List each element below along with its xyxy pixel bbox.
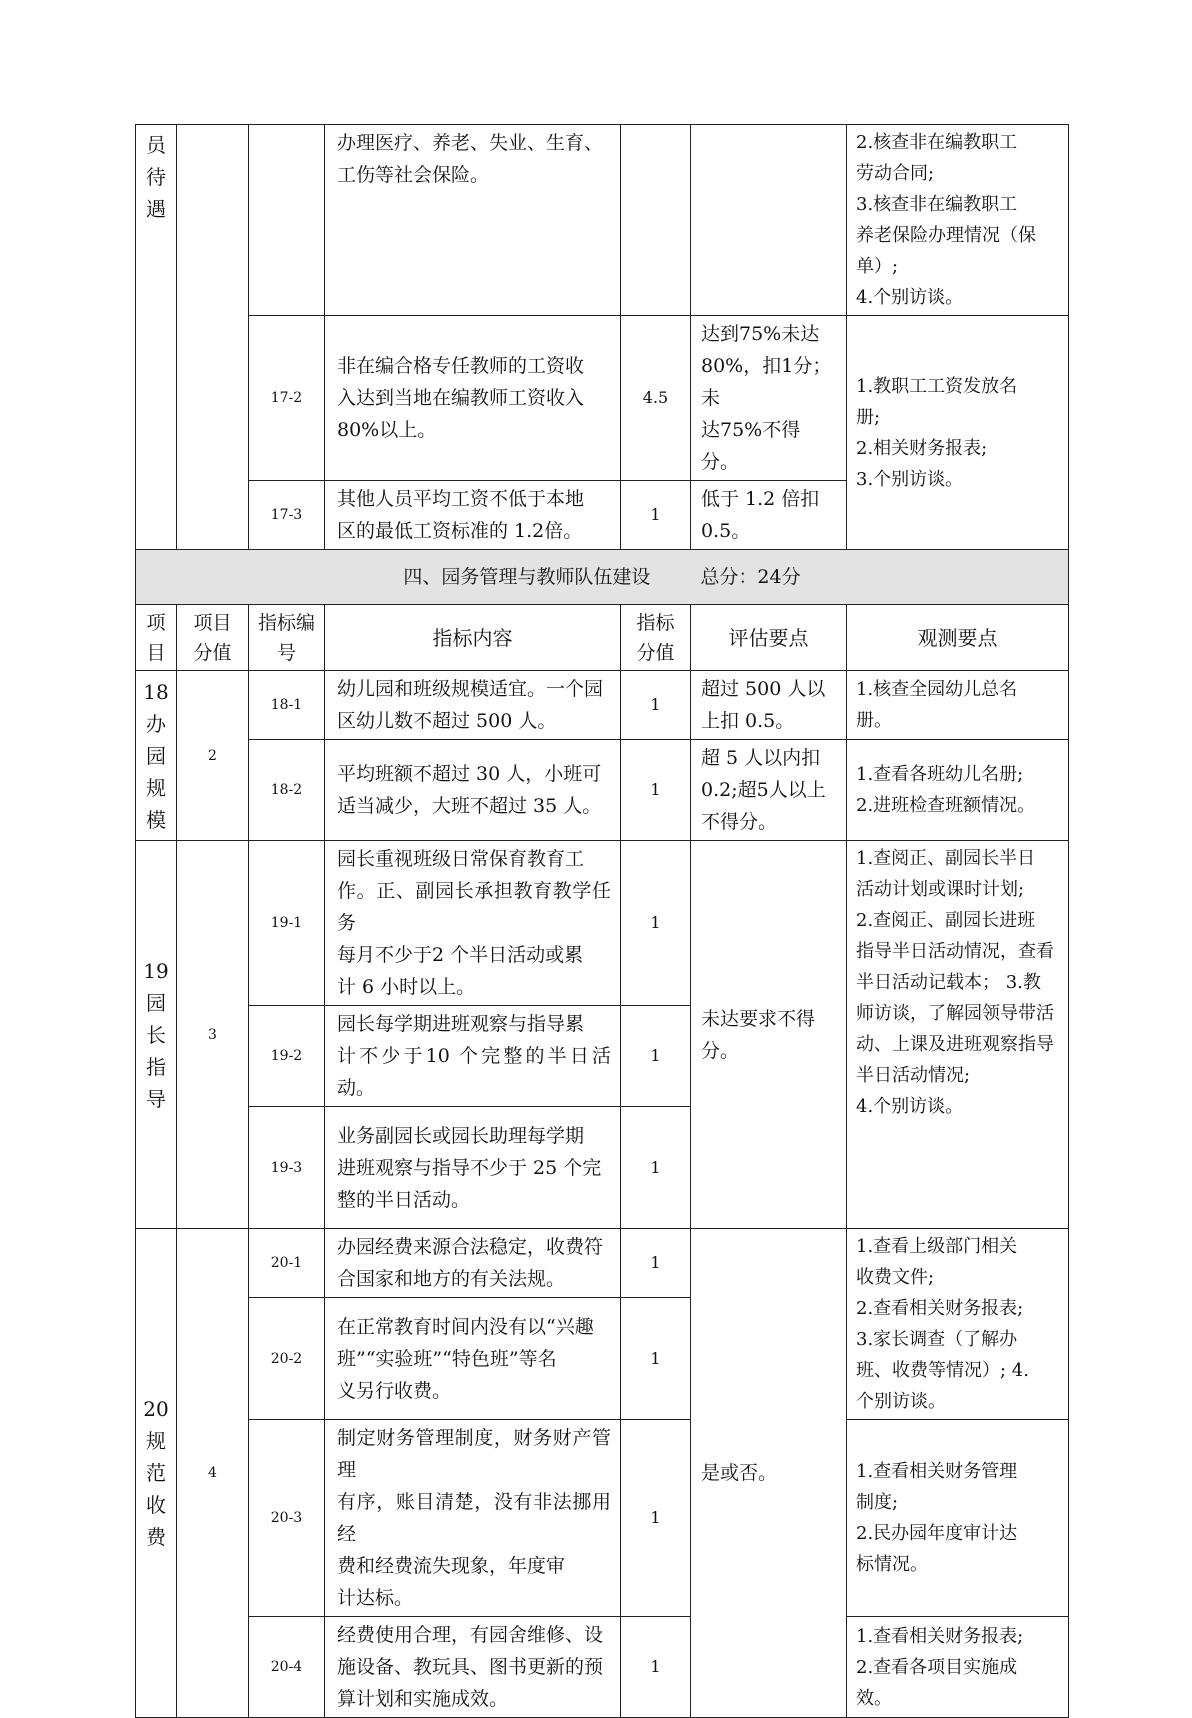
item-score-cell: 3 bbox=[177, 841, 249, 1229]
item-name-18: 18 办 园 规 模 bbox=[136, 671, 177, 841]
header-observe: 观测要点 bbox=[847, 605, 1069, 671]
content-cell: 制定财务管理制度，财务财产管理 有序，账目清楚，没有非法挪用经 费和经费流失现象，年度审 计达标。 bbox=[325, 1420, 621, 1617]
table-row bbox=[136, 1420, 1069, 1617]
table-row bbox=[136, 125, 1069, 316]
code-cell bbox=[249, 125, 325, 316]
content-cell: 办理医疗、养老、失业、生育、 工伤等社会保险。 bbox=[325, 125, 621, 316]
header-item-score: 项目 分值 bbox=[177, 605, 249, 671]
code-cell: 20-2 bbox=[249, 1298, 325, 1420]
code-cell: 20-4 bbox=[249, 1617, 325, 1718]
eval-cell bbox=[691, 125, 847, 316]
item-score-cell bbox=[177, 125, 249, 550]
eval-cell: 超 5 人以内扣 0.2;超5人以上 不得分。 bbox=[691, 740, 847, 841]
content-cell: 幼儿园和班级规模适宜。一个园 区幼儿数不超过 500 人。 bbox=[325, 671, 621, 740]
content-cell: 其他人员平均工资不低于本地 区的最低工资标准的 1.2倍。 bbox=[325, 481, 621, 550]
code-cell: 18-1 bbox=[249, 671, 325, 740]
score-cell: 1 bbox=[621, 1006, 691, 1107]
item-name-20: 20 规 范 收 费 bbox=[136, 1229, 177, 1718]
code-cell: 18-2 bbox=[249, 740, 325, 841]
observe-cell: 1.核查全园幼儿总名 册。 bbox=[847, 671, 1069, 740]
code-cell: 17-3 bbox=[249, 481, 325, 550]
section-row bbox=[136, 550, 1069, 605]
content-cell: 园长每学期进班观察与指导累 计不少于10 个完整的半日活动。 bbox=[325, 1006, 621, 1107]
observe-cell: 1.查看相关财务管理 制度; 2.民办园年度审计达 标情况。 bbox=[847, 1420, 1069, 1617]
score-cell: 1 bbox=[621, 481, 691, 550]
header-eval: 评估要点 bbox=[691, 605, 847, 671]
content-cell: 经费使用合理，有园舍维修、设 施设备、教玩具、图书更新的预 算计划和实施成效。 bbox=[325, 1617, 621, 1718]
item-score-cell: 4 bbox=[177, 1229, 249, 1718]
score-cell: 1 bbox=[621, 740, 691, 841]
code-cell: 17-2 bbox=[249, 316, 325, 481]
eval-cell: 未达要求不得 分。 bbox=[691, 841, 847, 1229]
content-cell: 办园经费来源合法稳定，收费符 合国家和地方的有关法规。 bbox=[325, 1229, 621, 1298]
score-cell: 1 bbox=[621, 1298, 691, 1420]
code-cell: 19-2 bbox=[249, 1006, 325, 1107]
evaluation-table bbox=[135, 124, 1069, 1718]
content-cell: 平均班额不超过 30 人，小班可 适当减少，大班不超过 35 人。 bbox=[325, 740, 621, 841]
table-row bbox=[136, 740, 1069, 841]
section-header bbox=[136, 550, 1069, 605]
table-row bbox=[136, 1229, 1069, 1298]
observe-cell: 1.教职工工资发放名 册; 2.相关财务报表; 3.个别访谈。 bbox=[847, 316, 1069, 550]
eval-cell: 达到75%未达 80%，扣1分；未 达75%不得 分。 bbox=[691, 316, 847, 481]
header-code: 指标编 号 bbox=[249, 605, 325, 671]
eval-cell: 超过 500 人以 上扣 0.5。 bbox=[691, 671, 847, 740]
section-title: 四、园务管理与教师队伍建设 bbox=[403, 566, 651, 588]
score-cell: 1 bbox=[621, 841, 691, 1006]
eval-cell: 是或否。 bbox=[691, 1229, 847, 1718]
item-score-cell: 2 bbox=[177, 671, 249, 841]
observe-cell: 2.核查非在编教职工 劳动合同; 3.核查非在编教职工 养老保险办理情况（保 单）; 4.个别访谈。 bbox=[847, 125, 1069, 316]
score-cell bbox=[621, 125, 691, 316]
eval-cell: 低于 1.2 倍扣 0.5。 bbox=[691, 481, 847, 550]
observe-cell: 1.查看上级部门相关 收费文件; 2.查看相关财务报表; 3.家长调查（了解办 班、收费等情况）; 4. 个别访谈。 bbox=[847, 1229, 1069, 1420]
header-row bbox=[136, 605, 1069, 671]
score-cell: 1 bbox=[621, 1420, 691, 1617]
content-cell: 业务副园长或园长助理每学期 进班观察与指导不少于 25 个完 整的半日活动。 bbox=[325, 1107, 621, 1229]
content-cell: 园长重视班级日常保育教育工 作。正、副园长承担教育教学任务 每月不少于2 个半日活动或累 计 6 小时以上。 bbox=[325, 841, 621, 1006]
score-cell: 1 bbox=[621, 1617, 691, 1718]
code-cell: 20-1 bbox=[249, 1229, 325, 1298]
item-name-19: 19 园 长 指 导 bbox=[136, 841, 177, 1229]
observe-cell: 1.查阅正、副园长半日 活动计划或课时计划; 2.查阅正、副园长进班 指导半日活动情况，查看 半日活动记载本； 3.教 师访谈，了解园领导带活 动、上课及进班观察指导 半日活动情况; 4.个别访谈。 bbox=[847, 841, 1069, 1229]
code-cell: 20-3 bbox=[249, 1420, 325, 1617]
observe-cell: 1.查看相关财务报表; 2.查看各项目实施成 效。 bbox=[847, 1617, 1069, 1718]
item-name-17: 员 待 遇 bbox=[136, 125, 177, 550]
code-cell: 19-1 bbox=[249, 841, 325, 1006]
table-row bbox=[136, 1617, 1069, 1718]
header-content: 指标内容 bbox=[325, 605, 621, 671]
content-cell: 非在编合格专任教师的工资收 入达到当地在编教师工资收入 80%以上。 bbox=[325, 316, 621, 481]
score-cell: 1 bbox=[621, 671, 691, 740]
header-score: 指标 分值 bbox=[621, 605, 691, 671]
table-row bbox=[136, 841, 1069, 1006]
header-item: 项 目 bbox=[136, 605, 177, 671]
score-cell: 1 bbox=[621, 1229, 691, 1298]
content-cell: 在正常教育时间内没有以“兴趣 班”“实验班”“特色班”等名 义另行收费。 bbox=[325, 1298, 621, 1420]
table-row bbox=[136, 316, 1069, 481]
code-cell: 19-3 bbox=[249, 1107, 325, 1229]
score-cell: 4.5 bbox=[621, 316, 691, 481]
score-cell: 1 bbox=[621, 1107, 691, 1229]
section-total: 总分：24分 bbox=[700, 566, 801, 588]
table-row bbox=[136, 671, 1069, 740]
observe-cell: 1.查看各班幼儿名册; 2.进班检查班额情况。 bbox=[847, 740, 1069, 841]
